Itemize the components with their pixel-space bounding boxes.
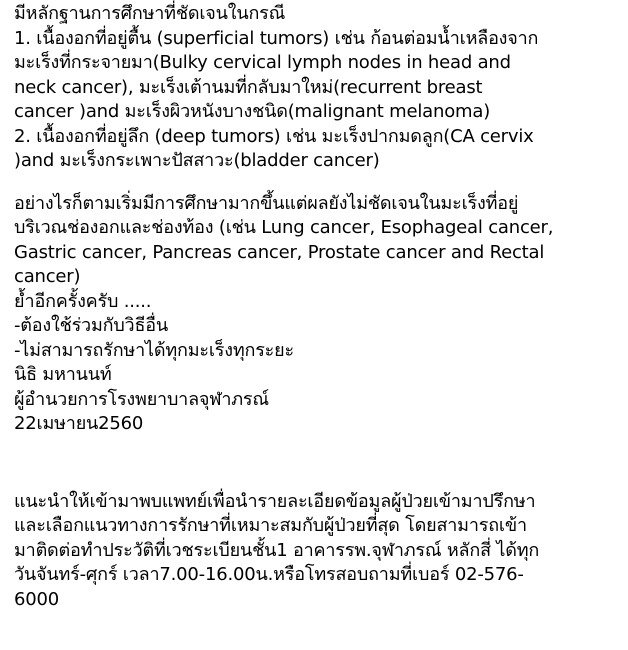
text-line: -ต้องใช้ร่วมกับวิธีอื่น bbox=[14, 315, 168, 336]
author-title: ผู้อำนวยการโรงพยาบาลจุฬาภรณ์ bbox=[14, 388, 269, 410]
text-line: วันจันทร์-ศุกร์ เวลา7.00-16.00น.หรือโทรสอบถามที่เบอร์ 02-576- bbox=[14, 564, 524, 585]
text-line: -ไม่สามารถรักษาได้ทุกมะเร็งทุกระยะ bbox=[14, 339, 294, 361]
evidence-paragraph bbox=[14, 2, 626, 174]
document-page bbox=[14, 0, 626, 612]
signature-date: 22เมษายน2560 bbox=[14, 413, 144, 434]
text-line: มะเร็งที่กระจายมา(Bulky cervical lymph nodes in head and bbox=[14, 52, 511, 73]
text-line: )and มะเร็งกระเพาะปัสสาวะ(bladder cancer) bbox=[14, 150, 380, 171]
author-name: นิธิ มหานนท์ bbox=[14, 364, 112, 385]
text-line: cancer) bbox=[14, 266, 81, 287]
text-line: อย่างไรก็ตามเริ่มมีการศึกษามากขึ้นแต่ผลยังไม่ชัดเจนในมะเร็งที่อยู่ bbox=[14, 192, 519, 214]
text-line: 2. เนื้องอกที่อยู่ลึก (deep tumors) เช่น มะเร็งปากมดลูก(CA cervix bbox=[14, 125, 534, 147]
text-line: neck cancer), มะเร็งเต้านมที่กลับมาใหม่(recurrent breast bbox=[14, 76, 483, 98]
contact-paragraph bbox=[14, 490, 626, 613]
caveat-paragraph bbox=[14, 192, 626, 437]
text-line: มีหลักฐานการศึกษาที่ชัดเจนในกรณี bbox=[14, 3, 286, 24]
text-line: และเลือกแนวทางการรักษาที่เหมาะสมกับผู้ป่วยที่สุด โดยสามารถเข้า bbox=[14, 515, 527, 536]
text-line: 1. เนื้องอกที่อยู่ตื้น (superficial tumors) เช่น ก้อนต่อมน้ำเหลืองจาก bbox=[14, 27, 539, 49]
text-line: มาติดต่อทำประวัติที่เวชระเบียนชั้น1 อาคารรพ.จุฬาภรณ์ หลักสี่ ได้ทุก bbox=[14, 539, 540, 561]
text-line: 6000 bbox=[14, 588, 60, 610]
text-line: บริเวณช่องอกและช่องท้อง (เช่น Lung cancer, Esophageal cancer, bbox=[14, 217, 554, 238]
text-line: cancer )and มะเร็งผิวหนังบางชนิด(malignant melanoma) bbox=[14, 101, 491, 122]
text-line: แนะนำให้เข้ามาพบแพทย์เพื่อนำรายละเอียดข้อมูลผู้ป่วยเข้ามาปรึกษา bbox=[14, 490, 536, 512]
text-line: ย้ำอีกครั้งครับ ..... bbox=[14, 290, 152, 312]
text-line: Gastric cancer, Pancreas cancer, Prostate cancer and Rectal bbox=[14, 241, 545, 263]
